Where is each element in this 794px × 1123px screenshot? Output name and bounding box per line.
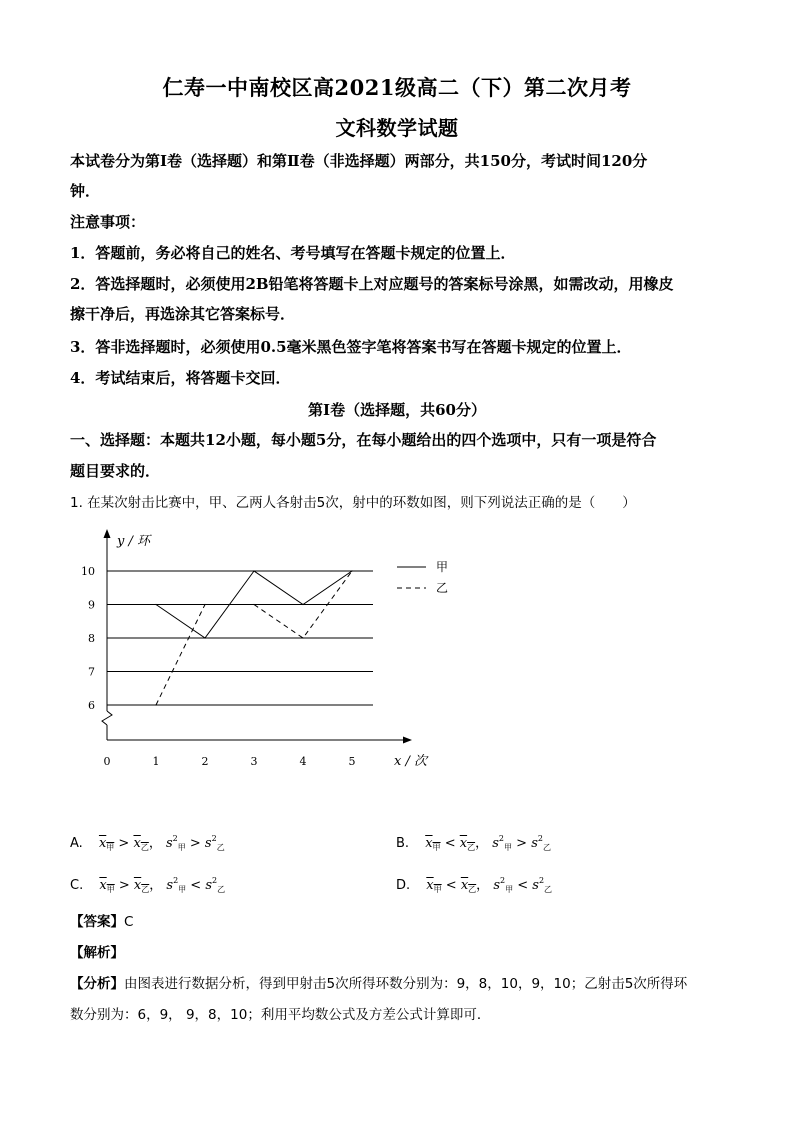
series-jia-point-3 [253, 570, 254, 571]
exam-subtitle: 文科数学试题 [335, 116, 459, 140]
section-heading: 第Ⅰ卷（选择题，共60分） [308, 401, 486, 419]
y-axis-title: y / 环 [117, 534, 150, 549]
option-c[interactable] [70, 874, 225, 895]
answer-line [70, 910, 133, 930]
x-tick-label-4: 4 [299, 755, 307, 768]
x-tick-label-2: 2 [201, 755, 209, 768]
note-item-2b: 擦干净后，再选涂其它答案标号． [70, 305, 296, 323]
option-d-expression: $x_甲 < x_乙$， $s^2_甲 < s^2_乙$ [426, 876, 553, 894]
intro-line-2: 钟． [70, 182, 101, 200]
notes-heading: 注意事项： [70, 213, 146, 231]
note-item-1: 1．答题前，务必将自己的姓名、考号填写在答题卡规定的位置上． [70, 244, 516, 262]
y-tick-label-7: 7 [88, 665, 95, 679]
series-jia-point-1 [155, 604, 156, 605]
legend-yi-label: 乙 [436, 581, 449, 595]
option-a-label: A. [70, 836, 83, 851]
option-c-expression: $x_甲 > x_乙$， $s^2_甲 < s^2_乙$ [99, 876, 226, 894]
option-b-label: B. [396, 836, 410, 851]
y-tick-label-9: 9 [88, 598, 95, 612]
option-b-expression: $x_甲 < x_乙$， $s^2_甲 > s^2_乙$ [425, 834, 551, 852]
intro-line-1: 本试卷分为第Ⅰ卷（选择题）和第Ⅱ卷（非选择题）两部分，共150分，考试时间120分 [70, 152, 648, 170]
series-jia-point-4 [302, 604, 303, 605]
y-axis-break [102, 711, 112, 725]
y-tick-label-8: 8 [88, 632, 95, 645]
x-tick-label-0: 0 [103, 755, 111, 768]
y-tick-label-10: 10 [81, 565, 95, 578]
series-yi-point-2 [204, 604, 205, 605]
legend-jia-label: 甲 [436, 560, 449, 574]
series-yi-point-4 [302, 637, 303, 638]
y-axis-arrow [104, 529, 111, 538]
exam-title: 仁寿一中南校区高2021级高二（下）第二次月考 [162, 75, 632, 100]
note-item-2a: 2．答选择题时，必须使用2B铅笔将答题卡上对应题号的答案标号涂黑，如需改动，用橡皮 [70, 275, 674, 293]
x-axis-arrow [403, 737, 412, 744]
option-d[interactable] [396, 874, 552, 895]
option-d-label: D. [396, 878, 411, 893]
analysis-label: 【解析】 [70, 945, 124, 961]
series-yi-line-segment-1 [156, 605, 205, 706]
shooting-line-chart [70, 525, 450, 785]
x-tick-label-5: 5 [348, 755, 356, 768]
option-a[interactable] [70, 832, 225, 853]
answer-value: C [124, 914, 134, 930]
section-instruction-2: 题目要求的． [70, 462, 161, 480]
series-jia-point-2 [204, 637, 205, 638]
x-tick-label-1: 1 [152, 755, 160, 768]
answer-label: 【答案】 [70, 914, 124, 930]
section-instruction-1: 一、选择题：本题共12小题，每小题5分，在每小题给出的四个选项中，只有一项是符合 [70, 431, 657, 449]
x-tick-label-3: 3 [250, 755, 258, 768]
option-a-expression: $x_甲 > x_乙$， $s^2_甲 > s^2_乙$ [98, 834, 225, 852]
fenxi-text-2: 数分别为：6，9， 9，8，10；利用平均数公式及方差公式计算即可． [70, 1007, 491, 1023]
fenxi-line-1 [70, 972, 687, 992]
fenxi-text-1: 由图表进行数据分析，得到甲射击5次所得环数分别为：9，8，10，9，10；乙射击5次所得环 [124, 976, 688, 992]
option-c-label: C. [70, 878, 84, 893]
option-b[interactable] [396, 832, 551, 853]
note-item-3: 3．答非选择题时，必须使用0.5毫米黑色签字笔将答案书写在答题卡规定的位置上． [70, 338, 632, 356]
x-axis-title: x / 次 [394, 754, 427, 769]
y-tick-label-6: 6 [88, 699, 95, 712]
note-item-4: 4．考试结束后，将答题卡交回． [70, 369, 291, 387]
question-1-stem: 1. 在某次射击比赛中，甲、乙两人各射击5次，射中的环数如图，则下列说法正确的是（ ） [70, 495, 636, 511]
series-yi-point-3 [253, 604, 254, 605]
series-yi-point-1 [155, 704, 156, 705]
series-yi-point-5 [351, 570, 352, 571]
fenxi-label: 【分析】 [70, 976, 124, 992]
